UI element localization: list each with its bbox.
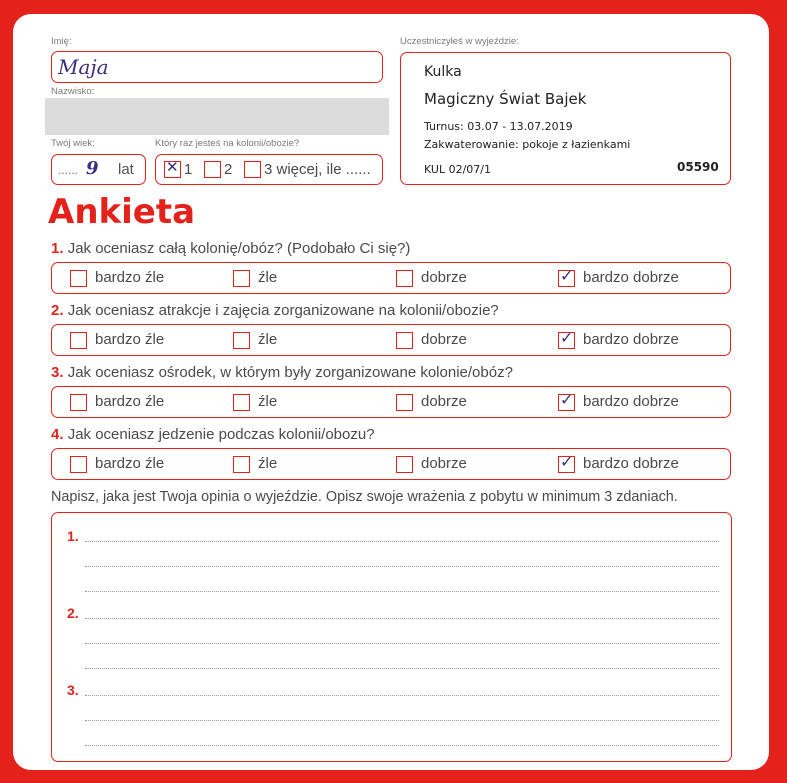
visit-option-3: 3 więcej, ile ...... bbox=[264, 161, 371, 178]
checkbox-bardzo-dobrze[interactable] bbox=[558, 452, 575, 473]
question-2 bbox=[51, 302, 499, 319]
checkbox-bardzo-dobrze[interactable] bbox=[558, 266, 575, 287]
visit-checkbox-1[interactable] bbox=[164, 158, 181, 178]
writing-line bbox=[85, 618, 719, 619]
rating-row-4 bbox=[51, 448, 731, 480]
option-label: źle bbox=[258, 393, 278, 410]
option-label: bardzo dobrze bbox=[583, 331, 679, 348]
writing-line bbox=[85, 566, 719, 567]
info-line1: Kulka bbox=[424, 64, 462, 80]
question-text: Jak oceniasz atrakcje i zajęcia zorganizowane na kolonii/obozie? bbox=[67, 302, 499, 319]
checkbox-zle[interactable] bbox=[233, 332, 250, 349]
name-label: Imię: bbox=[51, 36, 72, 47]
checkbox-dobrze[interactable] bbox=[396, 456, 413, 473]
participant-label: Uczestniczyłeś w wyjeździe: bbox=[400, 36, 519, 47]
participant-info-box bbox=[400, 52, 731, 185]
option-label: bardzo źle bbox=[95, 393, 165, 410]
option-label: dobrze bbox=[421, 269, 467, 286]
question-number: 1. bbox=[51, 240, 64, 257]
option-label: bardzo dobrze bbox=[583, 393, 679, 410]
info-code: KUL 02/07/1 bbox=[424, 163, 491, 176]
checkbox-zle[interactable] bbox=[233, 270, 250, 287]
writing-line bbox=[85, 668, 719, 669]
checkbox-dobrze[interactable] bbox=[396, 270, 413, 287]
option-label: bardzo dobrze bbox=[583, 269, 679, 286]
age-label: Twój wiek: bbox=[51, 138, 95, 149]
option-label: bardzo dobrze bbox=[583, 455, 679, 472]
check-mark-icon: ✓ bbox=[560, 328, 574, 347]
question-3 bbox=[51, 364, 513, 381]
visit-field bbox=[155, 154, 383, 185]
question-text: Jak oceniasz całą kolonię/obóz? (Podobało Ci się?) bbox=[67, 240, 411, 257]
checkbox-bardzo-zle[interactable] bbox=[70, 394, 87, 411]
age-unit: lat bbox=[118, 161, 134, 178]
opinion-number-3: 3. bbox=[67, 682, 79, 698]
age-field[interactable] bbox=[51, 154, 146, 185]
question-text: Jak oceniasz jedzenie podczas kolonii/obozu? bbox=[67, 426, 375, 443]
option-label: bardzo źle bbox=[95, 455, 165, 472]
opinion-textarea[interactable] bbox=[51, 512, 732, 762]
checkbox-bardzo-dobrze[interactable] bbox=[558, 328, 575, 349]
writing-line bbox=[85, 643, 719, 644]
option-label: dobrze bbox=[421, 331, 467, 348]
question-1 bbox=[51, 240, 410, 257]
checkbox-zle[interactable] bbox=[233, 456, 250, 473]
name-value: Maja bbox=[58, 55, 109, 79]
option-label: bardzo źle bbox=[95, 269, 165, 286]
checkbox-zle[interactable] bbox=[233, 394, 250, 411]
visit-checkbox-3[interactable] bbox=[244, 161, 261, 178]
check-mark-icon: ✓ bbox=[560, 452, 574, 471]
option-label: dobrze bbox=[421, 393, 467, 410]
visit-checkbox-2[interactable] bbox=[204, 161, 221, 178]
cross-mark-icon: ✕ bbox=[166, 158, 179, 176]
opinion-number-2: 2. bbox=[67, 605, 79, 621]
checkbox-bardzo-zle[interactable] bbox=[70, 270, 87, 287]
visit-option-2: 2 bbox=[224, 161, 233, 178]
question-number: 2. bbox=[51, 302, 64, 319]
survey-title: Ankieta bbox=[48, 192, 196, 232]
checkbox-dobrze[interactable] bbox=[396, 332, 413, 349]
check-mark-icon: ✓ bbox=[560, 390, 574, 409]
rating-row-2 bbox=[51, 324, 731, 356]
question-text: Jak oceniasz ośrodek, w którym były zorganizowane kolonie/obóz? bbox=[67, 364, 513, 381]
survey-sheet bbox=[13, 14, 769, 770]
checkbox-bardzo-zle[interactable] bbox=[70, 332, 87, 349]
option-label: źle bbox=[258, 331, 278, 348]
option-label: bardzo źle bbox=[95, 331, 165, 348]
age-dots: ...... bbox=[58, 163, 79, 177]
writing-line bbox=[85, 591, 719, 592]
info-number: 05590 bbox=[677, 160, 719, 174]
info-line2: Magiczny Świat Bajek bbox=[424, 90, 587, 108]
writing-line bbox=[85, 695, 719, 696]
checkbox-bardzo-zle[interactable] bbox=[70, 456, 87, 473]
option-label: dobrze bbox=[421, 455, 467, 472]
surname-redaction bbox=[45, 98, 389, 135]
opinion-number-1: 1. bbox=[67, 528, 79, 544]
option-label: źle bbox=[258, 455, 278, 472]
visit-label: Który raz jesteś na kolonii/obozie? bbox=[155, 138, 300, 149]
checkbox-dobrze[interactable] bbox=[396, 394, 413, 411]
writing-line bbox=[85, 745, 719, 746]
name-field[interactable] bbox=[51, 51, 383, 83]
question-number: 4. bbox=[51, 426, 64, 443]
info-turnus: Turnus: 03.07 - 13.07.2019 bbox=[424, 120, 573, 133]
question-4 bbox=[51, 426, 375, 443]
visit-option-1: 1 bbox=[184, 161, 193, 178]
surname-label: Nazwisko: bbox=[51, 86, 95, 97]
question-number: 3. bbox=[51, 364, 64, 381]
rating-row-3 bbox=[51, 386, 731, 418]
option-label: źle bbox=[258, 269, 278, 286]
rating-row-1 bbox=[51, 262, 731, 294]
checkbox-bardzo-dobrze[interactable] bbox=[558, 390, 575, 411]
writing-line bbox=[85, 720, 719, 721]
info-zakwaterowanie: Zakwaterowanie: pokoje z łazienkami bbox=[424, 138, 631, 151]
age-value: 9 bbox=[86, 158, 99, 179]
writing-line bbox=[85, 541, 719, 542]
opinion-prompt: Napisz, jaka jest Twoja opinia o wyjeździe. Opisz swoje wrażenia z pobytu w minimum 3 zdaniach. bbox=[51, 489, 678, 505]
check-mark-icon: ✓ bbox=[560, 266, 574, 285]
